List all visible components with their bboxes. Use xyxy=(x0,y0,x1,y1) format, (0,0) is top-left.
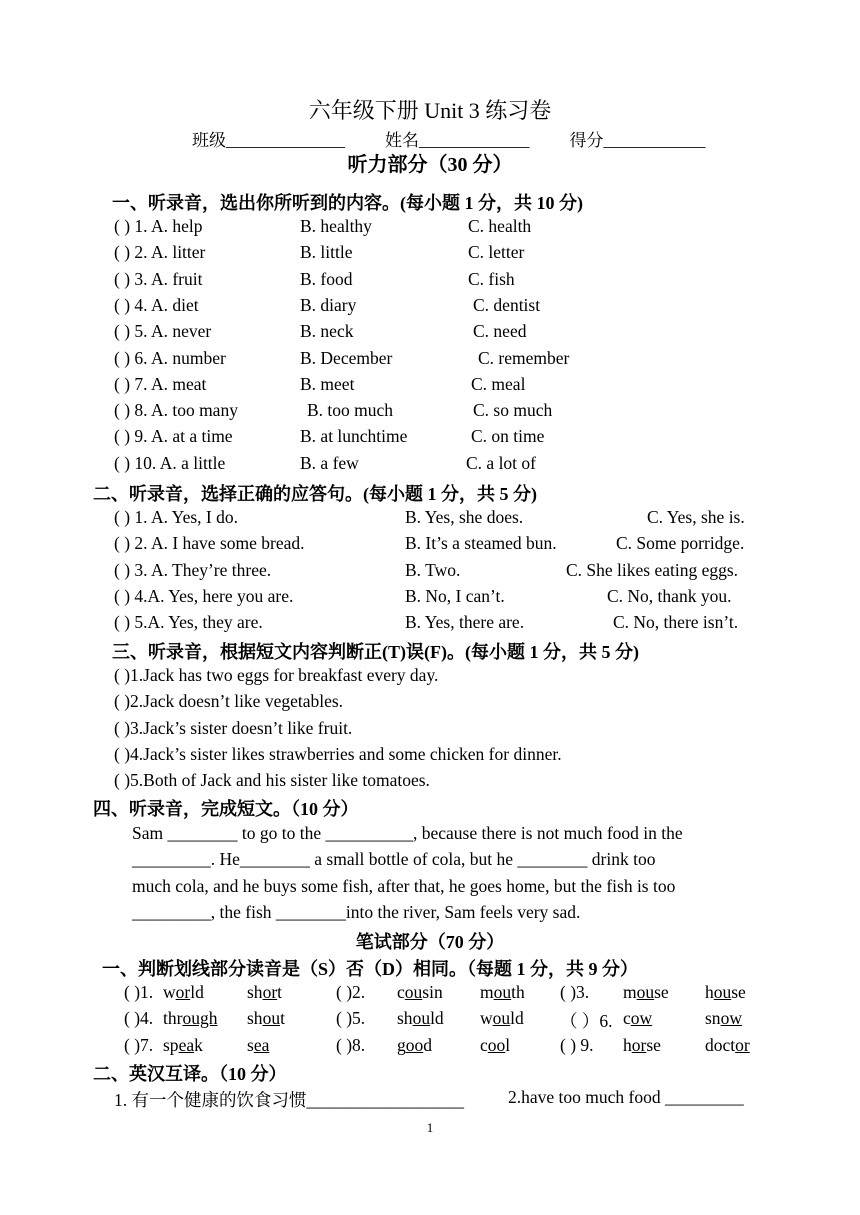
word xyxy=(163,1008,217,1029)
option-a: ( ) 1. A. Yes, I do. xyxy=(114,507,238,527)
underlined-letters: ou xyxy=(713,982,732,1002)
word-part: th xyxy=(511,982,525,1002)
word-part: h xyxy=(705,982,714,1002)
word-part: m xyxy=(623,982,637,1002)
underlined-letters: ow xyxy=(630,1008,653,1029)
answer-paren: ( )8. xyxy=(336,1034,366,1055)
word-part: c xyxy=(480,1034,488,1055)
choice-row xyxy=(114,269,814,295)
word-part: k xyxy=(194,1034,203,1055)
word-part: w xyxy=(480,1008,493,1029)
underlined-letters: ough xyxy=(182,1008,218,1029)
option-a: ( ) 10. A. a little xyxy=(114,452,226,473)
option-a: ( ) 3. A. They’re three. xyxy=(114,559,272,580)
word-part: sn xyxy=(705,1008,721,1029)
word-part: h xyxy=(623,1034,632,1055)
word xyxy=(247,982,282,1003)
option-a: ( ) 8. A. too many xyxy=(114,400,238,421)
underlined-letters: ou xyxy=(262,1008,281,1029)
word xyxy=(480,1035,510,1056)
underlined-letters: ow xyxy=(720,1008,742,1029)
answer-paren: ( )7. xyxy=(124,1034,154,1055)
option-c: C. She likes eating eggs. xyxy=(566,559,739,580)
option-b: B. little xyxy=(300,242,353,263)
pronunciation-row xyxy=(0,1008,860,1034)
word xyxy=(397,1035,432,1056)
word xyxy=(163,982,204,1003)
translation-item-2: 2.have too much food _________ xyxy=(508,1087,744,1107)
option-b: B. a few xyxy=(300,452,359,473)
word-part: se xyxy=(731,982,746,1002)
underlined-letters: oo xyxy=(487,1034,506,1055)
word xyxy=(247,1035,269,1056)
option-c: C. on time xyxy=(471,426,545,447)
option-b: B. at lunchtime xyxy=(300,426,408,447)
option-a: ( ) 4. A. diet xyxy=(114,294,199,315)
name-field[interactable]: 姓名_____________ xyxy=(385,131,530,150)
word-part: c xyxy=(397,982,405,1002)
option-b: B. too much xyxy=(307,400,394,421)
option-c: C. so much xyxy=(473,400,553,421)
word-part: g xyxy=(397,1034,406,1055)
option-c: C. need xyxy=(473,321,527,342)
choice-row xyxy=(114,453,814,479)
option-b: B. No, I can’t. xyxy=(405,585,505,606)
response-row xyxy=(114,507,814,533)
underlined-letters: ou xyxy=(404,982,423,1002)
response-row xyxy=(114,586,814,612)
choice-row xyxy=(114,295,814,321)
translation-row xyxy=(114,1087,774,1113)
word-part: w xyxy=(163,982,176,1002)
word xyxy=(623,982,669,1003)
underlined-letters: ou xyxy=(493,982,512,1002)
option-a: ( ) 3. A. fruit xyxy=(114,268,203,289)
listening-part3-heading: 三、听录音，根据短文内容判断正(T)误(F)。(每小题 1 分，共 5 分) xyxy=(112,642,639,662)
option-a: ( ) 5.A. Yes, they are. xyxy=(114,612,263,633)
option-c: C. letter xyxy=(468,242,525,263)
option-c: C. meal xyxy=(471,373,526,394)
underlined-letters: or xyxy=(735,1034,750,1055)
option-b: B. food xyxy=(300,268,353,289)
option-b: B. Two. xyxy=(405,559,461,580)
word-part: s xyxy=(247,1034,254,1055)
word-part: sp xyxy=(163,1034,179,1055)
word-part: t xyxy=(280,1008,285,1029)
word-part: se xyxy=(646,1034,661,1055)
listening-part4-heading: 四、听录音，完成短文。（10 分） xyxy=(93,799,359,819)
option-b: B. December xyxy=(300,347,393,368)
choice-row xyxy=(114,348,814,374)
option-b: B. It’s a steamed bun. xyxy=(405,533,557,554)
true-false-item: ( )2.Jack doesn’t like vegetables. xyxy=(114,691,344,712)
word-part: sh xyxy=(247,982,263,1002)
underlined-letters: ea xyxy=(178,1034,195,1055)
word-part: d xyxy=(423,1034,432,1055)
response-row xyxy=(114,533,814,559)
word xyxy=(247,1008,285,1029)
word-part: sin xyxy=(422,982,443,1002)
cloze-line: _________. He________ a small bottle of cola, but he ________ drink too xyxy=(132,849,656,869)
word xyxy=(480,982,525,1003)
word xyxy=(397,982,443,1003)
option-a: ( ) 1. A. help xyxy=(114,216,203,236)
choice-row xyxy=(114,242,814,268)
answer-paren: ( )1. xyxy=(124,982,154,1002)
option-a: ( ) 2. A. I have some bread. xyxy=(114,533,305,554)
word-part: sh xyxy=(247,1008,263,1029)
word-part: ld xyxy=(430,1008,444,1029)
underlined-letters: or xyxy=(631,1034,647,1055)
true-false-item: ( )4.Jack’s sister likes strawberries and some chicken for dinner. xyxy=(114,743,562,764)
option-a: ( ) 5. A. never xyxy=(114,321,212,342)
response-row xyxy=(114,612,814,638)
underlined-letters: or xyxy=(262,982,278,1002)
underlined-letters: ea xyxy=(253,1034,270,1055)
cloze-line: much cola, and he buys some fish, after that, he goes home, but the fish is too xyxy=(132,876,676,896)
cloze-line: Sam ________ to go to the __________, because there is not much food in the xyxy=(132,823,683,843)
translation-item-1: 1. 有一个健康的饮食习惯__________________ xyxy=(114,1090,464,1110)
page-title: 六年级下册 Unit 3 练习卷 xyxy=(308,98,552,123)
word xyxy=(705,982,746,1003)
word-part: t xyxy=(277,982,283,1002)
answer-paren: ( )5. xyxy=(336,1008,366,1029)
choice-row xyxy=(114,374,814,400)
word-part: m xyxy=(480,982,494,1002)
word-part: ld xyxy=(190,982,204,1002)
option-a: ( ) 2. A. litter xyxy=(114,242,206,263)
underlined-letters: or xyxy=(175,982,191,1002)
written-section-title: 笔试部分（70 分） xyxy=(355,932,505,952)
word xyxy=(480,1008,524,1029)
answer-paren: （ ）6. xyxy=(560,1011,613,1032)
listening-part2-heading: 二、听录音，选择正确的应答句。(每小题 1 分，共 5 分) xyxy=(93,484,537,504)
option-c: C. health xyxy=(468,216,532,236)
word-part: sh xyxy=(397,1008,413,1029)
true-false-item: ( )3.Jack’s sister doesn’t like fruit. xyxy=(114,717,353,738)
listening-part1-heading: 一、听录音，选出你所听到的内容。(每小题 1 分，共 10 分) xyxy=(112,193,583,213)
response-row xyxy=(114,560,814,586)
underlined-letters: ou xyxy=(492,1008,511,1029)
choice-row xyxy=(114,400,814,426)
choice-row xyxy=(114,321,814,347)
written-part2-heading: 二、英汉互译。（10 分） xyxy=(93,1064,287,1084)
option-b: B. meet xyxy=(300,373,355,394)
answer-paren: ( )4. xyxy=(124,1008,154,1029)
word xyxy=(623,1035,661,1056)
word-part: l xyxy=(505,1034,511,1055)
word xyxy=(623,1008,652,1029)
word-part: se xyxy=(654,982,669,1002)
pronunciation-row xyxy=(0,982,860,1008)
underlined-letters: oo xyxy=(405,1034,424,1055)
option-c: C. dentist xyxy=(473,294,541,315)
answer-paren: ( ) 9. xyxy=(560,1034,594,1055)
option-c: C. a lot of xyxy=(466,452,536,473)
answer-paren: ( )3. xyxy=(560,982,590,1002)
word-part: ld xyxy=(510,1008,524,1029)
underlined-letters: ou xyxy=(412,1008,431,1029)
option-a: ( ) 4.A. Yes, here you are. xyxy=(114,585,294,606)
choice-row xyxy=(114,426,814,452)
option-c: C. fish xyxy=(468,268,515,289)
word xyxy=(397,1008,444,1029)
cloze-line: _________, the fish ________into the river, Sam feels very sad. xyxy=(132,902,581,922)
option-b: B. Yes, she does. xyxy=(405,507,524,527)
option-a: ( ) 9. A. at a time xyxy=(114,426,233,447)
word-part: thr xyxy=(163,1008,183,1029)
option-c: C. No, thank you. xyxy=(607,585,732,606)
score-field[interactable]: 得分____________ xyxy=(569,131,706,150)
option-a: ( ) 7. A. meat xyxy=(114,373,207,394)
answer-paren: ( )2. xyxy=(336,982,366,1002)
option-a: ( ) 6. A. number xyxy=(114,347,226,368)
word xyxy=(163,1035,203,1056)
option-c: C. Some porridge. xyxy=(616,533,745,554)
listening-section-title: 听力部分（30 分） xyxy=(347,154,513,176)
word xyxy=(705,1008,742,1029)
word-part: c xyxy=(623,1008,631,1029)
option-b: B. healthy xyxy=(300,216,372,236)
underlined-letters: ou xyxy=(636,982,655,1002)
true-false-item: ( )1.Jack has two eggs for breakfast every day. xyxy=(114,665,439,685)
written-part1-heading: 一、判断划线部分读音是（S）否（D）相同。（每题 1 分，共 9 分） xyxy=(102,959,639,979)
option-c: C. remember xyxy=(478,347,570,368)
option-b: B. diary xyxy=(300,294,357,315)
class-field[interactable]: 班级______________ xyxy=(192,131,345,150)
option-b: B. Yes, there are. xyxy=(405,612,525,633)
true-false-item: ( )5.Both of Jack and his sister like tomatoes. xyxy=(114,770,430,791)
page-number: 1 xyxy=(426,1120,434,1135)
option-c: C. No, there isn’t. xyxy=(613,612,739,633)
option-b: B. neck xyxy=(300,321,354,342)
pronunciation-row xyxy=(0,1035,860,1061)
word-part: doct xyxy=(705,1034,736,1055)
word xyxy=(705,1035,750,1056)
choice-row xyxy=(114,216,814,242)
option-c: C. Yes, she is. xyxy=(647,507,745,527)
